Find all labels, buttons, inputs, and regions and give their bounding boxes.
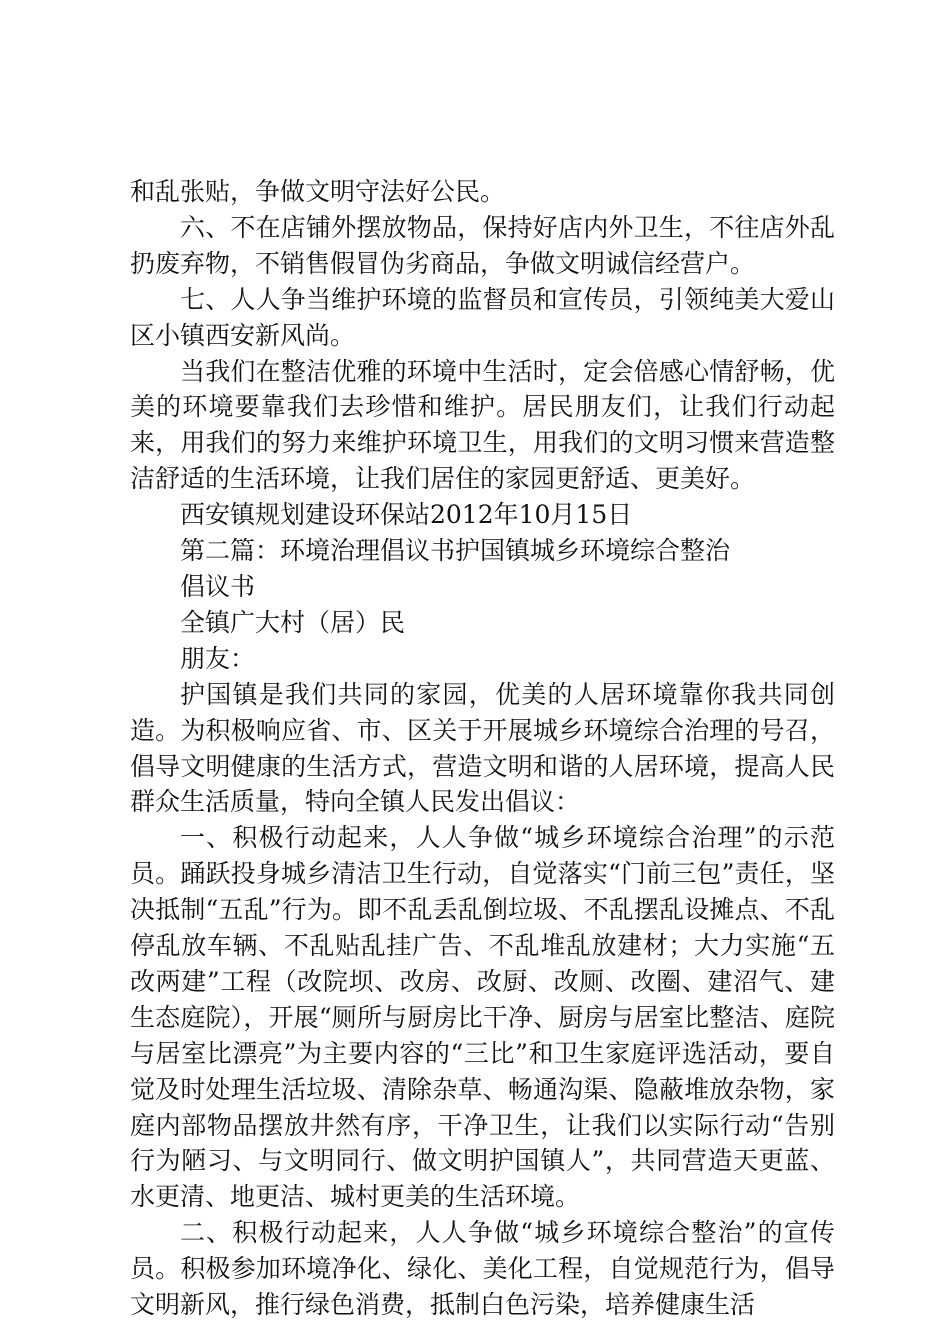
paragraph-closing: 当我们在整洁优雅的环境中生活时，定会倍感心情舒畅，优美的环境要靠我们去珍惜和维护。居民朋友们，让我们行动起来，用我们的努力来维护环境卫生，用我们的文明习惯来营造整洁舒适的生活环境，让我们居住的家园更舒适、更美好。 bbox=[130, 356, 835, 494]
paragraph-continuation: 和乱张贴，争做文明守法好公民。 bbox=[130, 177, 506, 206]
paragraph-item-two: 二、积极行动起来，人人争做“城乡环境综合整治”的宣传员。积极参加环境净化、绿化、美化工程，自觉规范行为，倡导文明新风，推行绿色消费，抵制白色污染，培养健康生活 bbox=[130, 1218, 835, 1320]
section-subheading: 倡议书 bbox=[180, 571, 256, 601]
paragraph-item-one: 一、积极行动起来，人人争做“城乡环境综合治理”的示范员。踊跃投身城乡清洁卫生行动，自觉落实“门前三包”责任，坚决抵制“五乱”行为。即不乱丢乱倒垃圾、不乱摆乱设摊点、不乱停乱放车辆、不乱贴乱挂广告、不乱堆乱放建材；大力实施“五改两建”工程（改院坝、改房、改厨、改厕、改圈、建沼气、建生态庭院），开展“厕所与厨房比干净、厨房与居室比整洁、庭院与居室比漂亮”为主要内容的“三比”和卫生家庭评选活动，要自觉及时处理生活垃圾、清除杂草、畅通沟渠、隐蔽堆放杂物，家庭内部物品摆放井然有序，干净卫生，让我们以实际行动“告别行为陋习、与文明同行、做文明护国镇人”，共同营造天更蓝、水更清、地更洁、城村更美的生活环境。 bbox=[130, 823, 835, 1212]
salutation-line: 全镇广大村（居）民 bbox=[180, 607, 406, 637]
salutation-continuation: 朋友： bbox=[180, 643, 256, 673]
document-body bbox=[130, 174, 835, 1323]
paragraph-item-six: 六、不在店铺外摆放物品，保持好店内外卫生，不往店外乱扔废弃物，不销售假冒伪劣商品，争做文明诚信经营户。 bbox=[130, 212, 835, 278]
paragraph-item-seven: 七、人人争当维护环境的监督员和宣传员，引领纯美大爱山区小镇西安新风尚。 bbox=[130, 284, 835, 350]
section-heading: 第二篇：环境治理倡议书护国镇城乡环境综合整治 bbox=[180, 536, 731, 566]
signature-line: 西安镇规划建设环保站2012年10月15日 bbox=[180, 500, 633, 530]
paragraph-intro: 护国镇是我们共同的家园，优美的人居环境靠你我共同创造。为积极响应省、市、区关于开展城乡环境综合治理的号召，倡导文明健康的生活方式，营造文明和谐的人居环境，提高人民群众生活质量，特向全镇人民发出倡议： bbox=[130, 679, 835, 817]
